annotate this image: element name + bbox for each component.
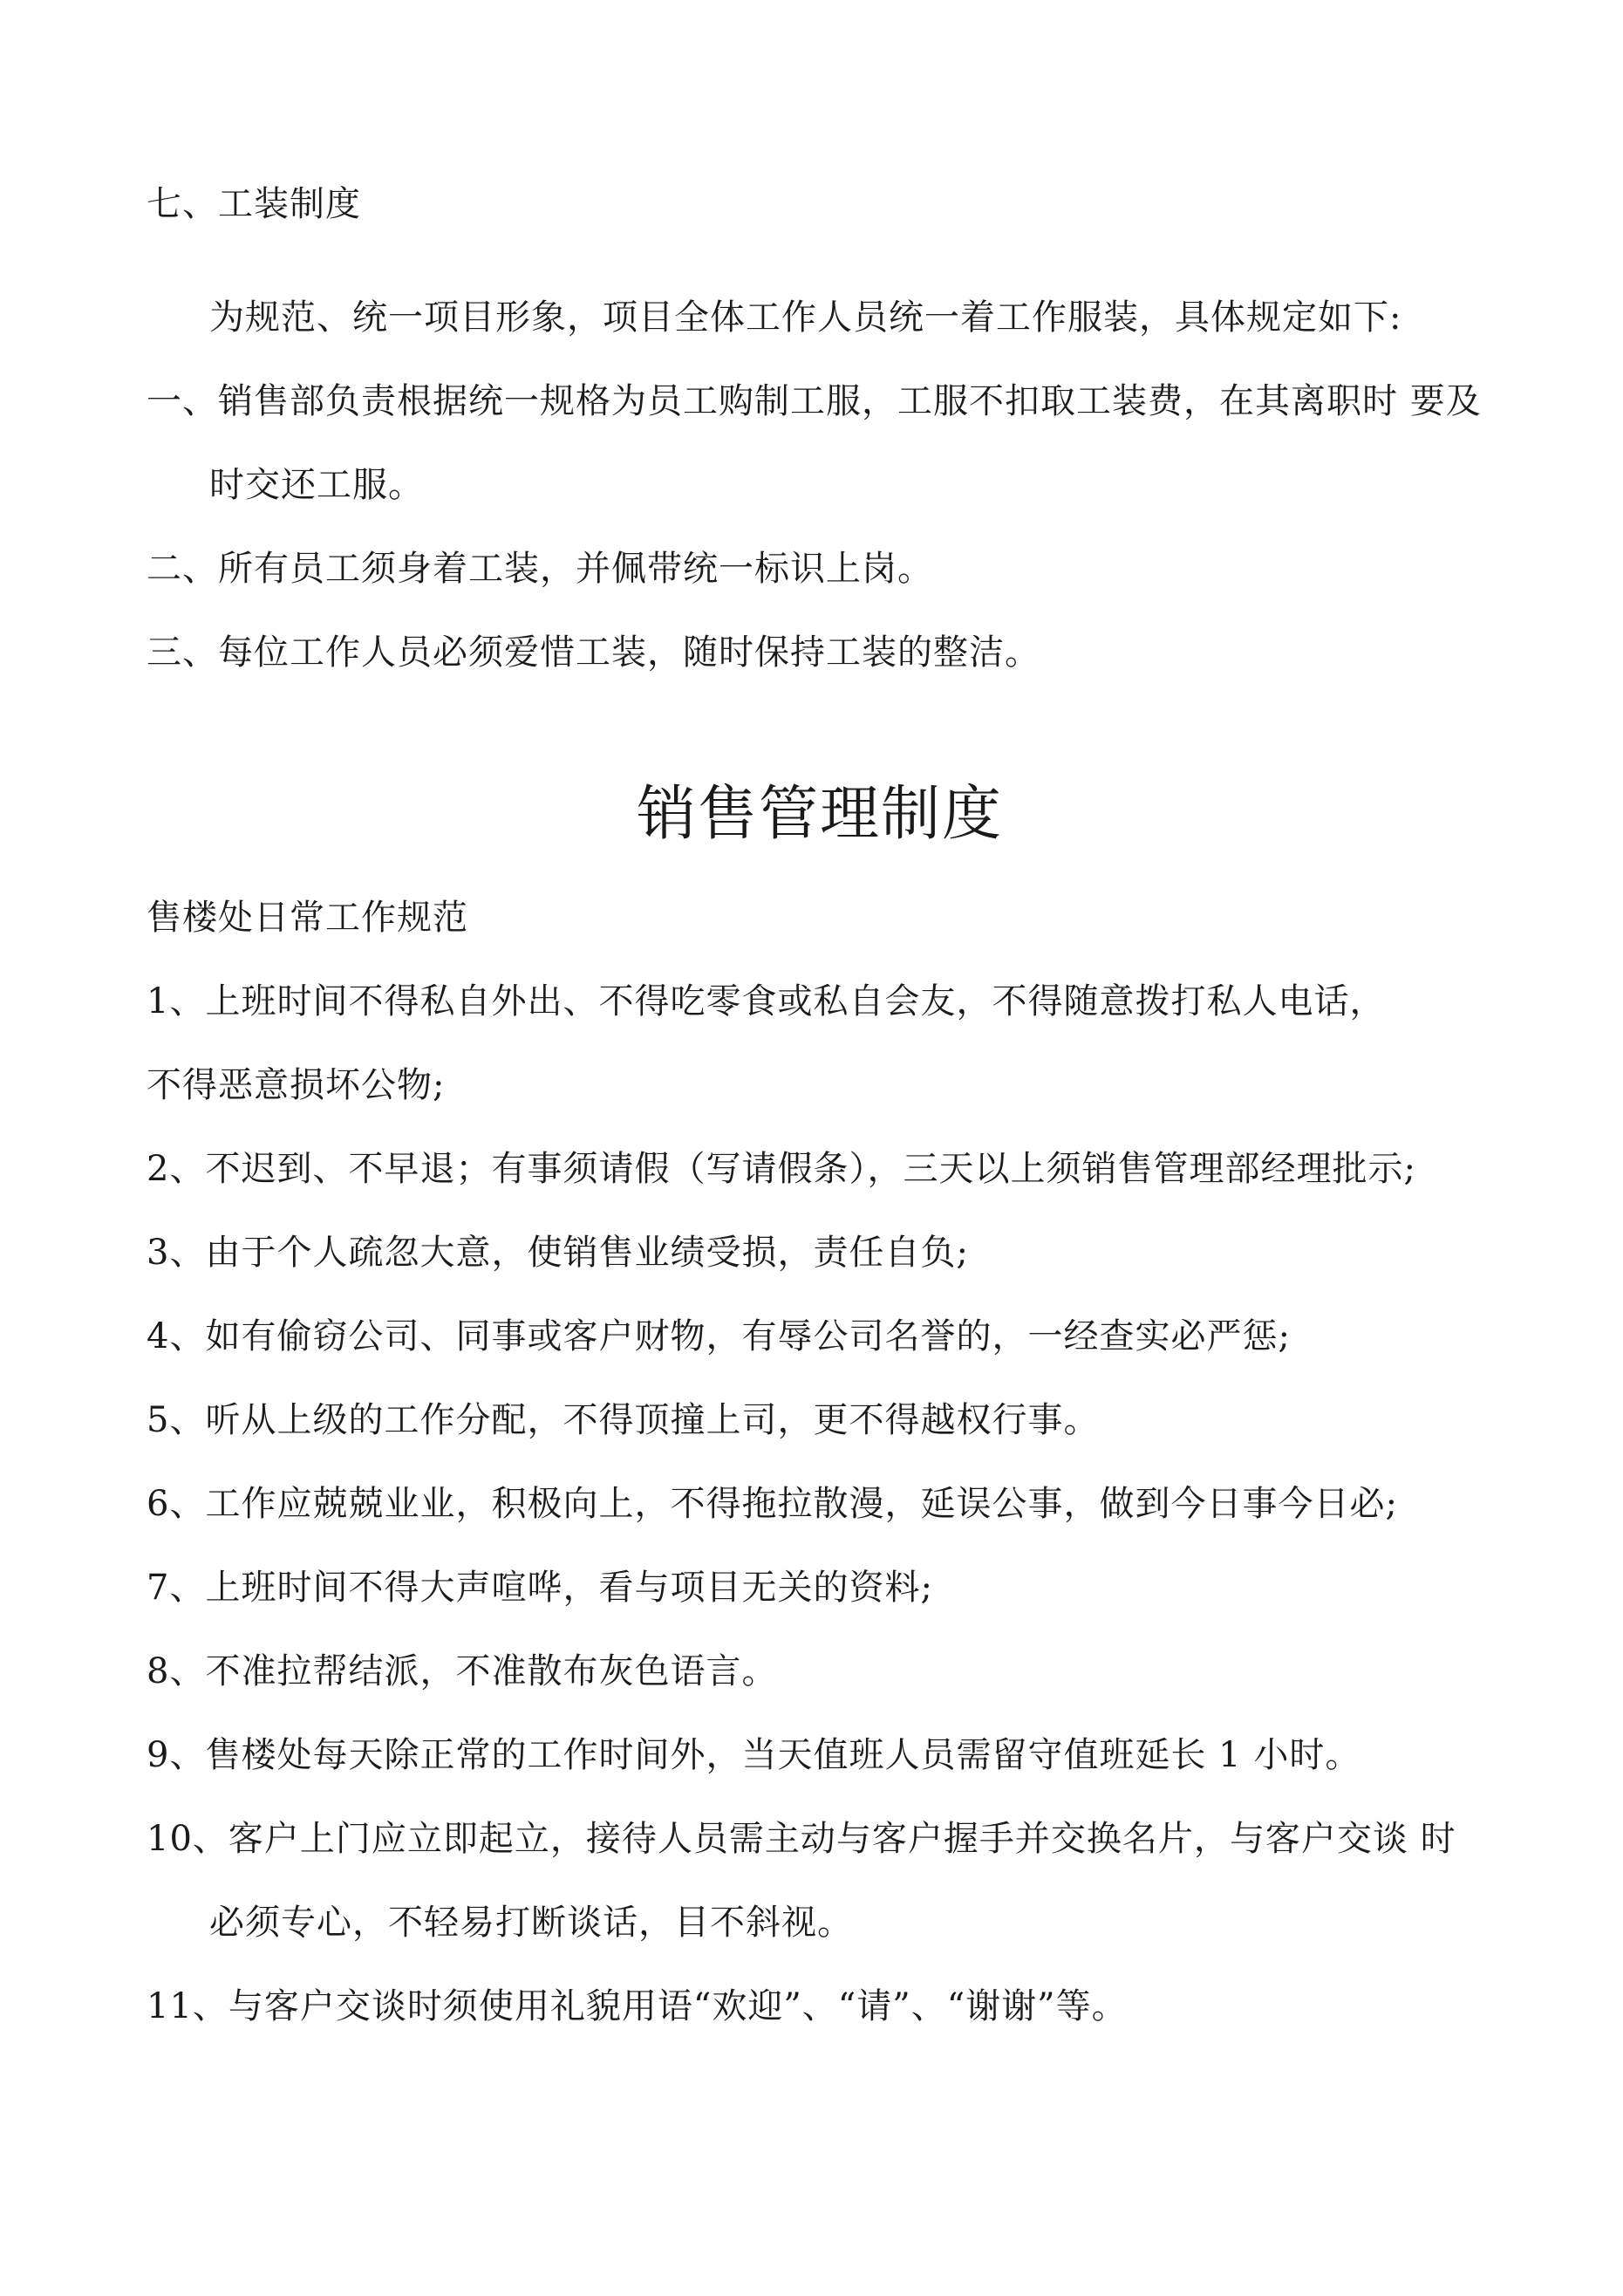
rule-5: 5、听从上级的工作分配，不得顶撞上司，更不得越权行事。 (147, 1400, 1100, 1440)
clause-3: 三、每位工作人员必须爱惜工装，随时保持工装的整洁。 (147, 632, 1040, 673)
rule-1-line-2: 不得恶意损坏公物; (147, 1065, 446, 1105)
rule-2: 2、不迟到、不早退；有事须请假（写请假条），三天以上须销售管理部经理批示; (147, 1149, 1416, 1189)
rule-4: 4、如有偷窃公司、同事或客户财物，有辱公司名誉的，一经查实必严惩; (147, 1316, 1291, 1356)
rule-11: 11、与客户交谈时须使用礼貌用语“欢迎”、“请”、“谢谢”等。 (147, 1986, 1128, 2026)
rule-7: 7、上班时间不得大声喧哗，看与项目无关的资料; (147, 1568, 933, 1608)
clause-1-line-2: 时交还工服。 (209, 465, 424, 505)
rule-3: 3、由于个人疏忽大意，使销售业绩受损，责任自负; (147, 1233, 969, 1273)
document-title: 销售管理制度 (637, 780, 1004, 849)
section-heading: 七、工装制度 (147, 184, 361, 224)
section-intro: 为规范、统一项目形象，项目全体工作人员统一着工作服装，具体规定如下: (209, 297, 1402, 338)
clause-1-line-1: 一、销售部负责根据统一规格为员工购制工服，工服不扣取工装费，在其离职时 要及 (147, 381, 1482, 421)
rule-8: 8、不准拉帮结派，不准散布灰色语言。 (147, 1651, 778, 1691)
rule-1-line-1: 1、上班时间不得私自外出、不得吃零食或私自会友，不得随意拨打私人电话， (147, 981, 1386, 1022)
clause-2: 二、所有员工须身着工装，并佩带统一标识上岗。 (147, 549, 933, 589)
rule-9: 9、售楼处每天除正常的工作时间外，当天值班人员需留守值班延长 1 小时。 (147, 1735, 1361, 1775)
rule-10-line-2: 必须专心，不轻易打断谈话，目不斜视。 (209, 1903, 853, 1943)
rule-10-line-1: 10、客户上门应立即起立，接待人员需主动与客户握手并交换名片，与客户交谈 时 (147, 1819, 1456, 1859)
subsection-heading: 售楼处日常工作规范 (147, 898, 468, 938)
rule-6: 6、工作应兢兢业业，积极向上，不得拖拉散漫，延误公事，做到今日事今日必; (147, 1484, 1398, 1524)
